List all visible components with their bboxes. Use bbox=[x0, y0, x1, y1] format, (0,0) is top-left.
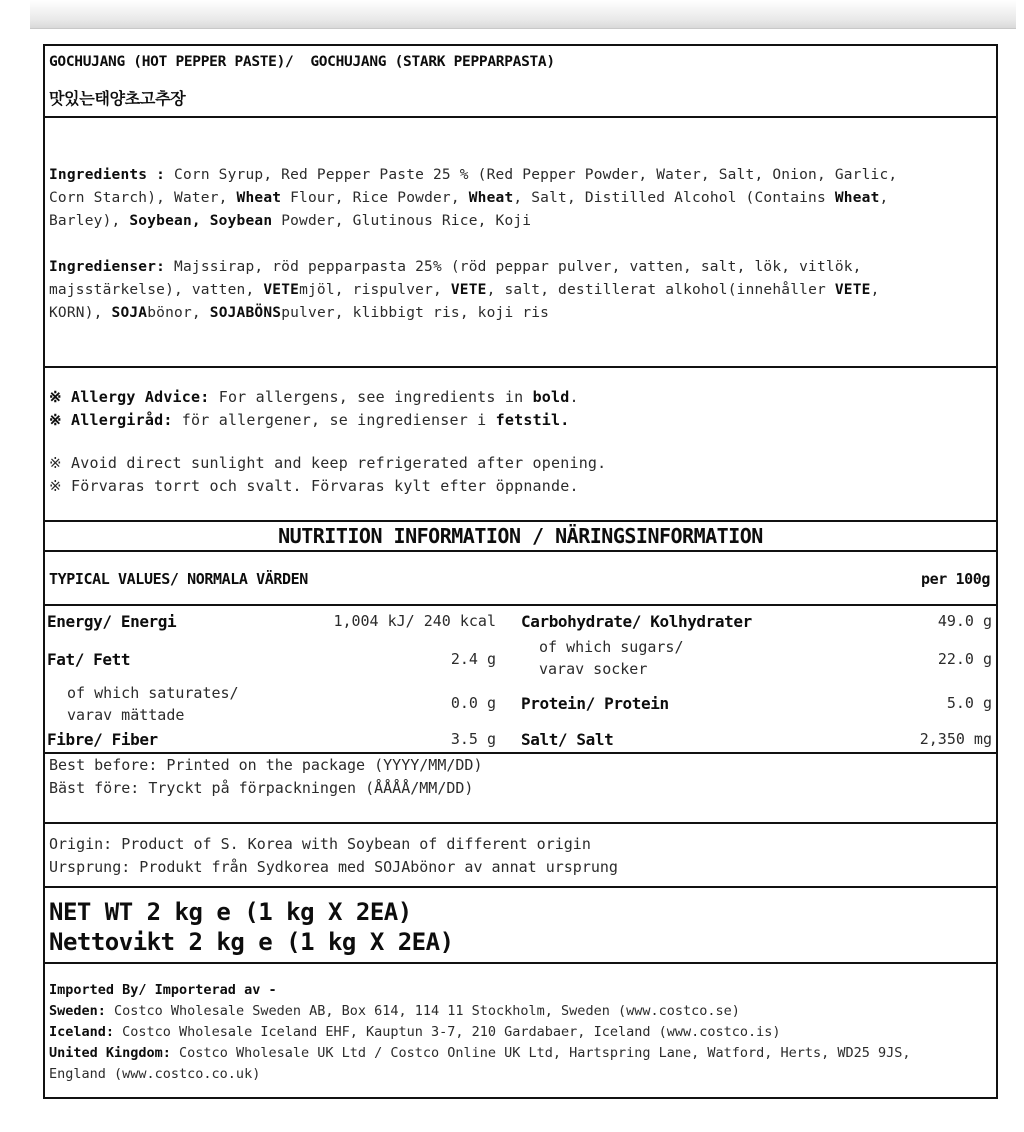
per-100g-label: per 100g bbox=[920, 570, 990, 588]
allergirad-bold-word: fetstil. bbox=[495, 411, 570, 429]
ingredienser-text: KORN), bbox=[49, 305, 112, 321]
fibre-label: Fibre/ Fiber bbox=[47, 730, 158, 749]
typical-values-row bbox=[45, 552, 996, 606]
best-before-section bbox=[45, 754, 996, 824]
imported-by-label: Imported By/ Importerad av - bbox=[49, 982, 277, 998]
sugars-line2: varav socker bbox=[539, 660, 648, 678]
ingredienser-text: , salt, destillerat alkohol(innehåller bbox=[486, 282, 835, 298]
ingredienser-text: , bbox=[870, 282, 880, 298]
origin-english: Origin: Product of S. Korea with Soybean of different origin bbox=[49, 835, 591, 853]
ingredienser-text: bönor, bbox=[147, 305, 210, 321]
uk-address-line2: England (www.costco.co.uk) bbox=[49, 1066, 261, 1082]
storage-advice bbox=[49, 452, 992, 498]
allergirad-text: för allergener, se ingredienser i bbox=[172, 411, 496, 429]
allergen-vete: VETE bbox=[450, 282, 487, 298]
allergy-advice-label: Allergy Advice: bbox=[71, 388, 210, 406]
saturates-label bbox=[67, 682, 239, 726]
fibre-value: 3.5 g bbox=[450, 730, 496, 748]
allergen-soja: SOJABÖNS bbox=[209, 305, 282, 321]
allergen-wheat: Wheat bbox=[468, 190, 514, 206]
protein-value: 5.0 g bbox=[946, 694, 992, 712]
fat-value: 2.4 g bbox=[450, 650, 496, 668]
saturates-line2: varav mättade bbox=[67, 706, 185, 724]
nutrition-heading: NUTRITION INFORMATION / NÄRINGSINFORMATION bbox=[278, 524, 763, 548]
reference-mark-icon: ※ bbox=[49, 388, 62, 406]
product-title-korean: 맛있는태양초고추장 bbox=[49, 89, 186, 108]
ingredients-text: Powder, Glutinous Rice, Koji bbox=[272, 213, 532, 229]
allergy-advice-text: For allergens, see ingredients in bbox=[209, 388, 533, 406]
allergen-vete: VETE bbox=[263, 282, 300, 298]
sugars-value: 22.0 g bbox=[937, 650, 992, 668]
sugars-label bbox=[539, 636, 684, 680]
snowflake-mark-icon: ※ bbox=[49, 454, 62, 472]
origin-swedish: Ursprung: Produkt från Sydkorea med SOJAbönor av annat ursprung bbox=[49, 858, 618, 876]
allergen-soja: SOJA bbox=[111, 305, 148, 321]
storage-text-swedish: Förvaras torrt och svalt. Förvaras kylt efter öppnande. bbox=[61, 477, 579, 495]
storage-text-english: Avoid direct sunlight and keep refrigerated after opening. bbox=[61, 454, 607, 472]
ingredienser-text: majsstärkelse), vatten, bbox=[49, 282, 264, 298]
ingredients-text: , Salt, Distilled Alcohol (Contains bbox=[513, 190, 835, 206]
carbohydrate-value: 49.0 g bbox=[937, 612, 992, 630]
allergirad-label: Allergiråd: bbox=[71, 411, 173, 429]
allergen-wheat: Wheat bbox=[834, 190, 880, 206]
iceland-address: Costco Wholesale Iceland EHF, Kauptun 3-7, 210 Gardabaer, Iceland (www.costco.is) bbox=[114, 1024, 781, 1040]
product-title: GOCHUJANG (HOT PEPPER PASTE)/ GOCHUJANG (STARK PEPPARPASTA) bbox=[49, 54, 555, 70]
allergy-section bbox=[45, 368, 996, 522]
snowflake-mark-icon: ※ bbox=[49, 477, 62, 495]
saturates-value: 0.0 g bbox=[450, 694, 496, 712]
sweden-label: Sweden: bbox=[49, 1003, 106, 1019]
carbohydrate-label: Carbohydrate/ Kolhydrater bbox=[521, 612, 752, 631]
sugars-line1: of which sugars/ bbox=[539, 638, 684, 656]
ingredients-section bbox=[45, 118, 996, 368]
iceland-label: Iceland: bbox=[49, 1024, 115, 1040]
allergy-bold-word: bold bbox=[532, 388, 570, 406]
allergy-advice bbox=[49, 386, 992, 432]
title-section bbox=[45, 46, 996, 118]
best-before-english: Best before: Printed on the package (YYYY/MM/DD) bbox=[49, 756, 483, 774]
ingredienser-text: pulver, klibbigt ris, koji ris bbox=[281, 305, 550, 321]
importer-section bbox=[45, 964, 996, 1097]
ingredienser-text: Majssirap, röd pepparpasta 25% (röd peppar pulver, vatten, salt, lök, vitlök, bbox=[165, 259, 862, 275]
ingredients-text: , bbox=[879, 190, 889, 206]
salt-value: 2,350 mg bbox=[919, 730, 992, 748]
allergen-vete: VETE bbox=[834, 282, 871, 298]
typical-values-label: TYPICAL VALUES/ NORMALA VÄRDEN bbox=[49, 570, 308, 588]
uk-address: Costco Wholesale UK Ltd / Costco Online UK Ltd, Hartspring Lane, Watford, Herts, WD25 9JS, bbox=[170, 1045, 911, 1061]
uk-label: United Kingdom: bbox=[49, 1045, 171, 1061]
importer-lines bbox=[49, 980, 992, 1085]
ingredients-text: Flour, Rice Powder, bbox=[281, 190, 469, 206]
ingredients-text: Corn Syrup, Red Pepper Paste 25 % (Red Pepper Powder, Water, Salt, Onion, Garlic, bbox=[165, 167, 898, 183]
ingredients-text: Corn Starch), Water, bbox=[49, 190, 237, 206]
allergen-soybean: Soybean, Soybean bbox=[129, 213, 273, 229]
net-weight-swedish: Nettovikt 2 kg e (1 kg X 2EA) bbox=[49, 928, 454, 956]
nutrition-heading-section bbox=[45, 522, 996, 552]
allergen-wheat: Wheat bbox=[236, 190, 282, 206]
salt-label: Salt/ Salt bbox=[521, 730, 614, 749]
window-top-bar bbox=[30, 0, 1016, 29]
ingredients-english bbox=[49, 164, 992, 233]
protein-label: Protein/ Protein bbox=[521, 694, 669, 713]
ingredients-text: Barley), bbox=[49, 213, 130, 229]
reference-mark-icon: ※ bbox=[49, 411, 62, 429]
allergy-advice-text: . bbox=[569, 388, 579, 406]
ingredients-swedish bbox=[49, 256, 992, 325]
origin-section bbox=[45, 824, 996, 888]
sweden-address: Costco Wholesale Sweden AB, Box 614, 114 11 Stockholm, Sweden (www.costco.se) bbox=[105, 1003, 740, 1019]
ingredienser-text: mjöl, rispulver, bbox=[299, 282, 451, 298]
energy-value: 1,004 kJ/ 240 kcal bbox=[333, 612, 496, 630]
best-before-swedish: Bäst före: Tryckt på förpackningen (ÅÅÅÅ/MM/DD) bbox=[49, 779, 474, 797]
fat-label: Fat/ Fett bbox=[47, 650, 131, 669]
net-weight-section bbox=[45, 888, 996, 964]
ingredienser-label: Ingredienser: bbox=[49, 259, 166, 275]
nutrition-table bbox=[45, 606, 996, 754]
saturates-line1: of which saturates/ bbox=[67, 684, 239, 702]
ingredients-label: Ingredients : bbox=[49, 167, 166, 183]
net-weight-english: NET WT 2 kg e (1 kg X 2EA) bbox=[49, 898, 412, 926]
energy-label: Energy/ Energi bbox=[47, 612, 177, 631]
product-label bbox=[43, 44, 998, 1099]
